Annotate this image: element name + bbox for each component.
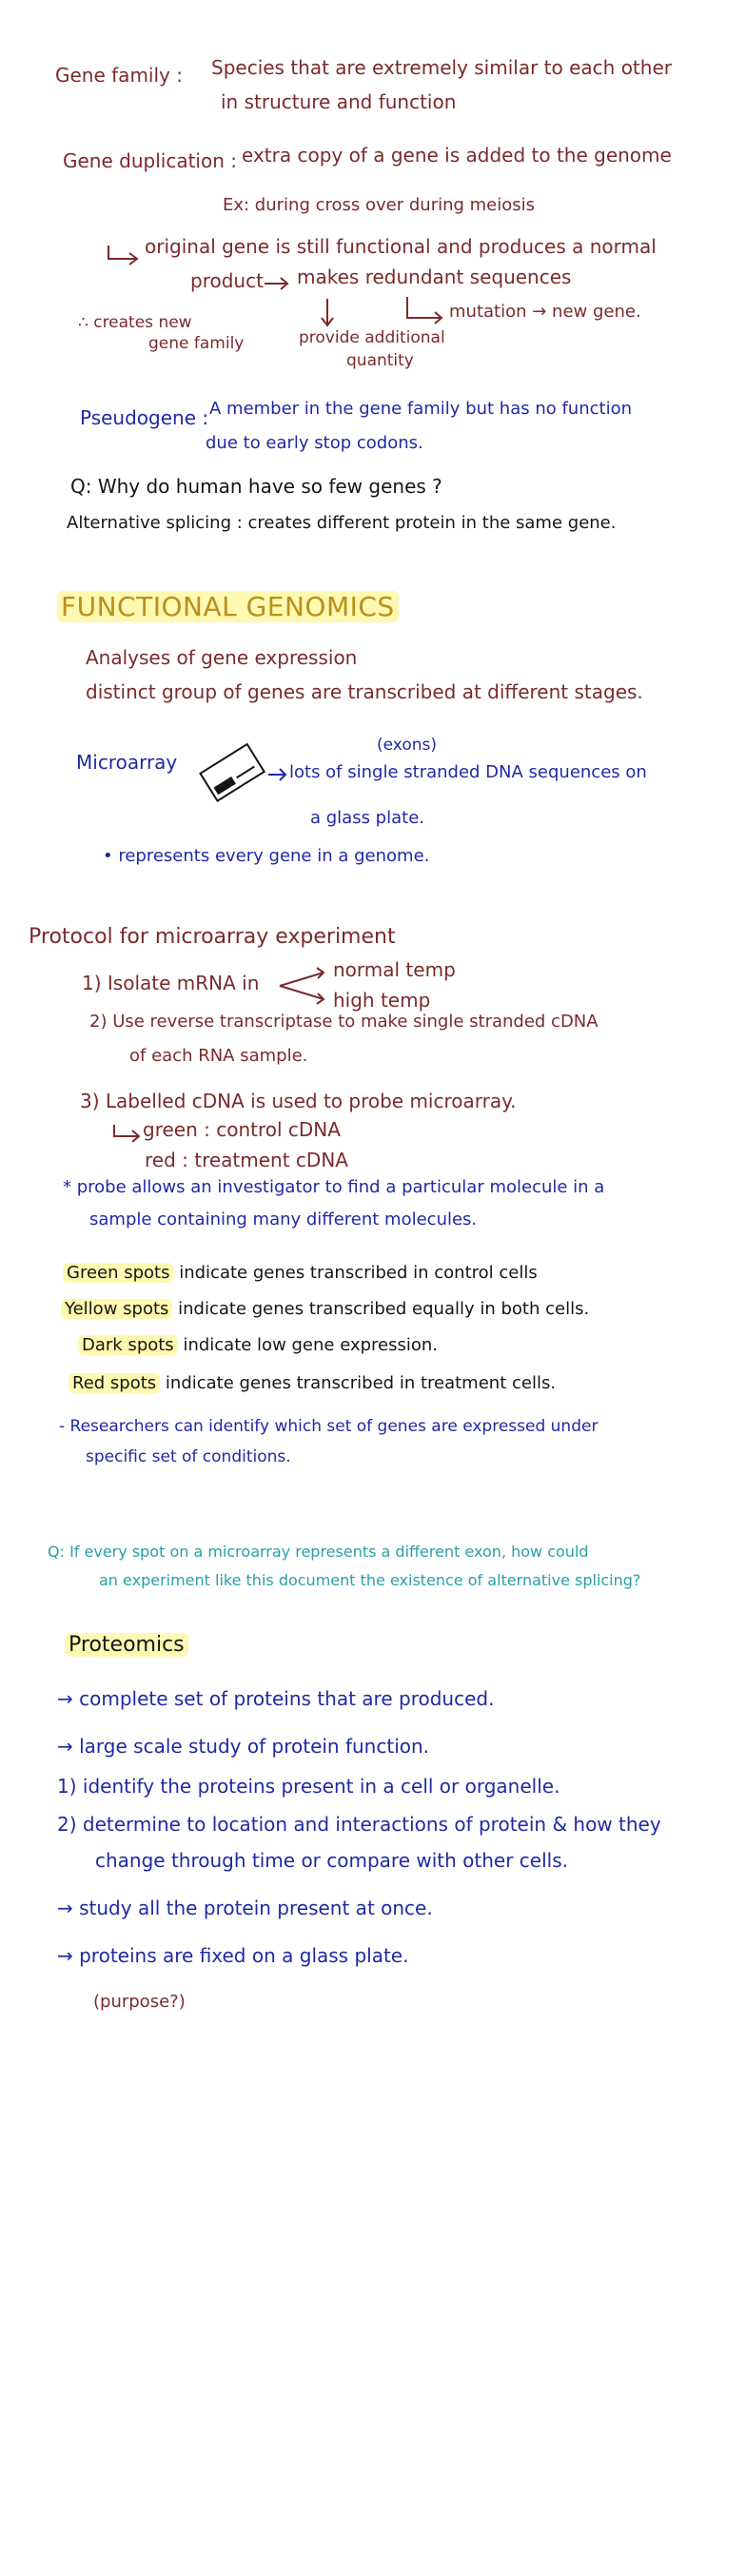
outcome-mid-line1: provide additional [299,328,445,347]
proteomics-heading: Proteomics [65,1633,188,1657]
pseudogene-def-line2: due to early stop codons. [206,433,423,453]
protocol-step2-line1: 2) Use reverse transcriptase to make single stranded cDNA [89,1012,599,1032]
duplication-result-line2b: makes redundant sequences [297,265,572,288]
dark-spots-label: Dark spots [78,1335,178,1355]
duplication-result-line1: original gene is still functional and produces a normal [145,235,657,258]
outcome-left-line2: gene family [148,334,245,353]
probe-note-line2: sample containing many different molecules. [89,1209,478,1229]
proteomics-item-4: 2) determine to location and interactions of protein & how they [57,1813,661,1836]
green-spots-text: indicate genes transcribed in control cells [179,1263,538,1283]
functional-genomics-line1: Analyses of gene expression [86,646,358,669]
functional-genomics-line2: distinct group of genes are transcribed at different stages. [86,680,643,703]
protocol-red-cdna: red : treatment cDNA [145,1149,348,1171]
proteomics-item-3: 1) identify the proteins present in a cell or organelle. [57,1775,560,1798]
down-arrow-icon [318,297,337,331]
hook-arrow-icon [105,244,143,268]
microarray-slide-icon [196,740,272,807]
proteomics-item-7: → proteins are fixed on a glass plate. [57,1944,409,1967]
microarray-exons-note: (exons) [377,736,437,755]
spot-row-red [69,1374,556,1394]
researchers-line1: - Researchers can identify which set of genes are expressed under [59,1417,599,1436]
outcome-right: mutation → new gene. [449,302,641,322]
alternative-splicing-note: Alternative splicing : creates different protein in the same gene. [67,513,617,533]
proteomics-item-6: → study all the protein present at once. [57,1897,433,1919]
protocol-step3: 3) Labelled cDNA is used to probe microarray. [80,1090,517,1112]
right-arrow-icon [263,276,291,291]
pseudogene-def-line1: A member in the gene family but has no function [209,399,632,419]
microarray-desc-line2: a glass plate. [310,808,424,828]
yellow-spots-label: Yellow spots [61,1299,172,1319]
microarray-bullet: represents every gene in a genome. [118,846,430,866]
spot-row-green [63,1264,538,1284]
gene-family-def-line2: in structure and function [221,90,457,113]
microarray-desc-line1: lots of single stranded DNA sequences on [289,762,647,782]
gene-family-def-line1: Species that are extremely similar to each other [211,56,672,79]
outcome-mid-line2: quantity [346,351,414,370]
dark-spots-text: indicate low gene expression. [183,1335,439,1355]
duplication-result-line2: product [190,269,264,292]
branch-arrow-icon [403,295,445,327]
gene-duplication-term: Gene duplication : [63,149,237,172]
gene-family-term: Gene family : [55,64,183,87]
protocol-step1-normal: normal temp [333,958,456,981]
proteomics-purpose: (purpose?) [93,1992,186,2012]
spot-row-yellow [61,1300,589,1320]
question-few-genes: Q: Why do human have so few genes ? [70,475,442,498]
proteomics-item-1: → complete set of proteins that are produced. [57,1687,495,1710]
protocol-green-cdna: green : control cDNA [143,1118,341,1141]
right-arrow-icon [266,767,289,782]
spot-row-dark [78,1336,438,1356]
proteomics-item-5: change through time or compare with other cells. [95,1849,568,1872]
gene-duplication-example: Ex: during cross over during meiosis [223,195,536,215]
protocol-step1-high: high temp [333,989,431,1012]
gene-duplication-def: extra copy of a gene is added to the genome [242,144,672,167]
microarray-term: Microarray [76,751,178,774]
protocol-step2-line2: of each RNA sample. [129,1046,308,1066]
outcome-left-line1: ∴ creates new [78,313,192,332]
hook-arrow-icon [110,1123,145,1144]
red-spots-text: indicate genes transcribed in treatment cells. [165,1373,557,1393]
probe-note-line1: * probe allows an investigator to find a particular molecule in a [63,1177,605,1197]
bullet-icon: • [103,846,119,866]
functional-genomics-heading: FUNCTIONAL GENOMICS [57,591,399,622]
researchers-line2: specific set of conditions. [86,1447,291,1466]
yellow-spots-text: indicate genes transcribed equally in both cells. [178,1299,590,1319]
protocol-heading: Protocol for microarray experiment [29,925,396,949]
question-alt-splicing-line1: Q: If every spot on a microarray represents a different exon, how could [48,1543,589,1561]
question-alt-splicing-line2: an experiment like this document the existence of alternative splicing? [99,1571,641,1589]
pseudogene-term: Pseudogene : [80,406,209,429]
protocol-step1: 1) Isolate mRNA in [82,972,260,994]
green-spots-label: Green spots [63,1263,173,1283]
proteomics-item-2: → large scale study of protein function. [57,1735,430,1758]
split-arrow-icon [278,965,331,1007]
red-spots-label: Red spots [69,1373,160,1393]
